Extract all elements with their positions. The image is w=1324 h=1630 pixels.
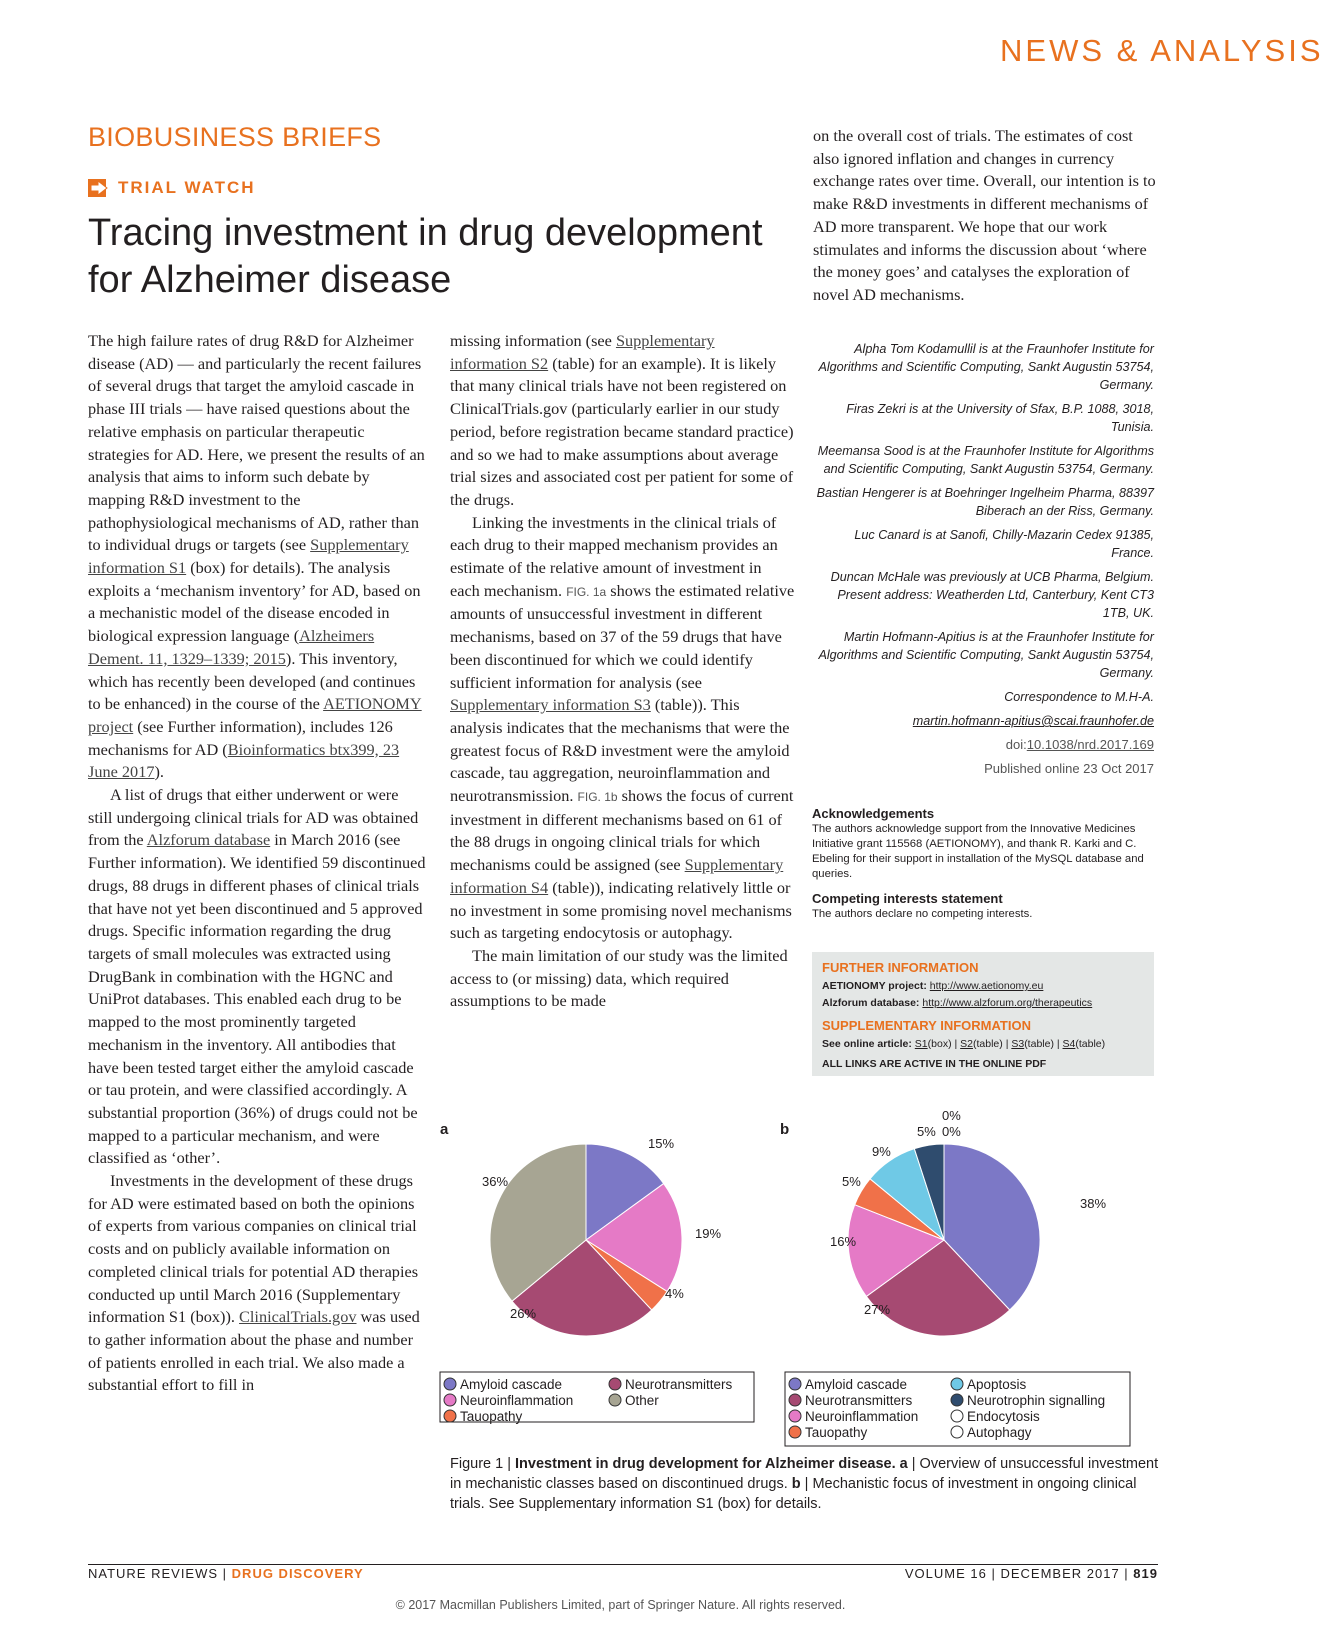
footer-journal [88,1566,364,1581]
slice-label: 38% [1080,1196,1107,1211]
footer-issue [800,1566,1158,1581]
affiliation-list [812,340,1154,682]
further-information-title: FURTHER INFORMATION [822,960,979,975]
trial-watch-text: TRIAL WATCH [118,178,256,197]
caption-b-label: b [791,1476,801,1492]
legend-label: Amyloid cascade [460,1377,563,1392]
acknowledgements-title: Acknowledgements [812,806,935,821]
paragraph [450,330,795,512]
s3-type: (table) [1024,1038,1054,1050]
affiliation: Luc Canard is at Sanofi, Chilly-Mazarin Cedex 91385, France. [854,528,1154,560]
figure-reference: FIG. 1b [577,790,618,805]
legend-label: Amyloid cascade [805,1377,908,1392]
alzforum-link[interactable]: http://www.alzforum.org/therapeutics [922,997,1093,1009]
body-text: ). [154,762,164,782]
footer-page-number: 819 [1133,1566,1158,1581]
sep-3: | [1056,1038,1060,1050]
body-text: (table) for an example). It is likely that many clinical trials have not been registered on ClinicalTrials.gov (particularly earlier in our study period, before registration became standard practice) and so we had to make assumptions about average trial sizes and associated cost per patient for some of the drugs. [450,353,794,509]
body-text: shows the focus of current investment in different mechanisms based on 61 of the 88 drugs in ongoing clinical trials for which mechanisms could be assigned (see [450,786,794,875]
legend-swatch [444,1410,456,1422]
competing-text: The authors declare no competing interests. [812,908,1033,920]
body-text: (table)), indicating relatively little or no investment in some promising novel mechanisms such as targeting endocytosis or autophagy. [450,877,792,943]
affiliation: Meemansa Sood is at the Fraunhofer Institute for Algorithms and Scientific Computing, Sankt Augustin 53754, Germany. [817,444,1154,476]
alzforum-label: Alzforum database: [822,997,920,1009]
legend-swatch [444,1394,456,1406]
body-text: was used to gather information about the phase and number of patients enrolled in each trial. We also made a substantial effort to fill in [88,1307,420,1395]
arrow-box-icon [88,179,110,197]
legend-swatch [951,1410,963,1422]
email-link[interactable]: martin.hofmann-apitius@scai.fraunhofer.de [912,714,1154,728]
doi-line [812,736,1154,754]
reference-link[interactable]: Bioinformatics btx399, 23 June 2017 [88,739,400,782]
paragraph [88,1170,426,1397]
links-active-text: ALL LINKS ARE ACTIVE IN THE ONLINE PDF [822,1058,1047,1070]
legend-label: Endocytosis [967,1409,1040,1424]
slice-label: 0% [942,1108,961,1123]
aetionomy-label: AETIONOMY project: [822,980,927,992]
footer-journal-sub: DRUG DISCOVERY [231,1566,364,1581]
body-text: in March 2016 (see Further information). We identified 59 discontinued drugs, 88 drugs in different phases of clinical trials that have not yet been discontinued and 5 approved drugs. Specific information regarding the drug targets of small molecules was extracted using DrugBank in combination with the HGNC and UniProt databases. This enabled each drug to be mapped to the most prominently targeted mechanism in the inventory. All antibodies that have been tested target either the amyloid cascade or tau protein, and were classified accordingly. A substantial proportion (36%) of drugs could not be mapped to a particular mechanism, and were classified as ‘other’. [88,830,426,1168]
legend-label: Autophagy [967,1425,1032,1440]
legend-swatch [789,1394,801,1406]
supplementary-title: SUPPLEMENTARY INFORMATION [822,1018,1031,1033]
body-text: ). This inventory, which has recently been developed (and continues to be enhanced) in the course of the [88,648,416,714]
body-text: (table)). This analysis indicates that the mechanisms that were the greatest focus of R&D investment were the amyloid cascade, tau aggregation, neuroinflammation and neurotransmission. [450,695,790,806]
figure-caption [450,1454,1160,1514]
alzforum-row [822,995,1144,1012]
correspondence: Correspondence to M.H-A. [1004,690,1154,704]
s1-link[interactable]: S1 [914,1038,928,1050]
legend-swatch [951,1394,963,1406]
body-text: The high failure rates of drug R&D for Alzheimer disease (AD) — and particularly the recent failures of several drugs that target the amyloid cascade in phase III trials — have raised questions about the relative emphasis on particular therapeutic strategies for AD. Here, we present the results of an analysis that aims to inform such debate by mapping R&D investment to the pathophysiological mechanisms of AD, rather than to individual drugs or targets (see [88,331,425,555]
legend-label: Tauopathy [460,1409,523,1424]
legend-label: Neurotransmitters [625,1377,733,1392]
caption-fig-label: Figure 1 | [450,1456,511,1472]
body-column-2 [450,330,795,1013]
slice-label: 26% [510,1306,537,1321]
legend-label: Tauopathy [805,1425,868,1440]
paragraph [450,945,795,1013]
s2-type: (table) [973,1038,1003,1050]
copyright: © 2017 Macmillan Publishers Limited, part of Springer Nature. All rights reserved. [395,1598,846,1612]
acknowledgements-block [812,806,1157,931]
s4-type: (table) [1075,1038,1106,1050]
slice-label: 9% [872,1144,891,1159]
section-heading: NEWS & ANALYSIS [1000,33,1324,68]
slice-label: 4% [665,1286,684,1301]
doi-label: doi: [1005,737,1027,752]
s1-type: (box) [927,1038,952,1050]
supplementary-row [822,1036,1144,1053]
affiliation: Alpha Tom Kodamullil is at the Fraunhofer Institute for Algorithms and Scientific Computing, Sankt Augustin 53754, Germany. [818,342,1154,392]
body-text: A list of drugs that either underwent or were still undergoing clinical trials for AD was obtained from the [88,785,419,850]
legend-label: Neurotrophin signalling [967,1393,1106,1408]
affiliation: Bastian Hengerer is at Boehringer Ingelheim Pharma, 88397 Biberach an der Riss, Germany. [816,486,1154,518]
body-text: missing information (see [450,331,616,350]
caption-b-text: | Mechanistic focus of investment in ongoing clinical trials. See Supplementary information S1 (box) for details. [450,1476,1137,1512]
legend-swatch [444,1378,456,1390]
aetionomy-link[interactable]: http://www.aetionomy.eu [929,980,1044,992]
acknowledgements-text: The authors acknowledge support from the Innovative Medicines Initiative grant 115568 (AETIONOMY), and thank R. Karki and C. Ebeling for their support in installation of the MySQL database and queries. [812,823,1144,880]
body-text: (see Further information), includes 126 mechanisms for AD ( [88,716,393,759]
caption-title: Investment in drug development for Alzheimer disease. [515,1456,896,1472]
legend-label: Neuroinflammation [460,1393,574,1408]
see-online-label: See online article: [822,1038,912,1050]
reference-link[interactable]: ClinicalTrials.gov [239,1307,357,1327]
aetionomy-row [822,978,1144,995]
legend-swatch [789,1378,801,1390]
legend-swatch [951,1426,963,1438]
body-text: The main limitation of our study was the limited access to (or missing) data, which required assumptions to be made [450,945,788,1011]
affiliation: Martin Hofmann-Apitius is at the Fraunhofer Institute for Algorithms and Scientific Computing, Sankt Augustin 53754, Germany. [818,630,1154,680]
legend-label: Neurotransmitters [805,1393,913,1408]
sep-2: | [1005,1038,1009,1050]
paragraph [88,330,426,784]
panel-label-a: a [440,1121,449,1138]
panel-label-b: b [780,1121,790,1138]
body-text: on the overall cost of trials. The estimates of cost also ignored inflation and changes in currency exchange rates over time. Overall, our intention is to make R&D investments in different mechanisms of AD more transparent. We hope that our work stimulates and informs the discussion about ‘where the money goes’ and catalyses the exploration of novel AD mechanisms. [813,126,1156,304]
legend-label: Other [625,1393,659,1408]
footer-issue-text: VOLUME 16 | DECEMBER 2017 | [904,1566,1129,1581]
body-column-1 [88,330,426,1397]
published-date: Published online 23 Oct 2017 [984,761,1154,776]
slice-label: 27% [864,1302,891,1317]
slice-label: 19% [695,1226,722,1241]
body-text: shows the estimated relative amounts of unsuccessful investment in different mechanisms, based on 37 of the 59 drugs that have been discontinued for which we could identify sufficient information for analysis (see [450,580,795,692]
pie-chart-b [780,1108,1130,1446]
slice-label: 15% [648,1136,675,1151]
s4-link[interactable]: S4 [1062,1038,1076,1050]
doi-link[interactable]: 10.1038/nrd.2017.169 [1026,737,1154,752]
body-text: Linking the investments in the clinical trials of each drug to their mapped mechanism provides an estimate of the relative amount of investment in each mechanism. [450,512,778,600]
affiliations [812,340,1154,784]
legend-label: Apoptosis [967,1377,1027,1392]
paragraph [813,125,1158,307]
reference-link[interactable]: Supplementary information S4 [450,855,784,897]
figure-1 [440,1108,1160,1444]
legend-swatch [609,1394,621,1406]
slice-label: 0% [942,1124,961,1139]
reference-link[interactable]: AETIONOMY project [88,694,422,736]
article-title: Tracing investment in drug development for Alzheimer disease [88,212,763,301]
s2-link[interactable]: S2 [960,1038,973,1050]
body-text: Investments in the development of these drugs for AD were estimated based on both the opinions of experts from various companies on clinical trial costs and on publicly available information on completed clinical trials for potential AD therapies conducted up until March 2016 (Supplementary information S1 (box)). [88,1171,419,1327]
reference-link[interactable]: Supplementary information S1 [88,535,409,578]
footer-journal-name: NATURE REVIEWS | [88,1566,228,1581]
footer-rule [88,1564,1158,1565]
slice-label: 36% [482,1174,509,1189]
body-column-3 [813,125,1158,307]
slice-label: 16% [830,1234,857,1249]
slice-label: 5% [917,1124,936,1139]
figure-reference: FIG. 1a [566,584,607,599]
competing-title: Competing interests statement [812,891,1003,906]
links-active-note [822,1056,1144,1073]
paragraph [450,512,795,945]
legend-swatch [789,1410,801,1422]
affiliation: Firas Zekri is at the University of Sfax, B.P. 1088, 3018, Tunisia. [846,402,1154,434]
sep-1: | [954,1038,958,1050]
s3-link[interactable]: S3 [1011,1038,1025,1050]
reference-link[interactable]: Alzheimers Dement. 11, 1329–1339; 2015 [88,626,375,668]
legend-swatch [609,1378,621,1390]
legend-label: Neuroinflammation [805,1409,919,1424]
affiliation: Duncan McHale was previously at UCB Pharma, Belgium. Present address: Weatherden Ltd, Canterbury, Kent CT3 1TB, UK. [830,570,1154,620]
pie-chart-a [440,1121,754,1424]
body-text: (box) for details). The analysis exploits a ‘mechanism inventory’ for AD, based on a mechanistic model of the disease encoded in biological expression language ( [88,558,421,646]
caption-a-text: | Overview of unsuccessful investment in mechanistic classes based on discontinued drugs. [450,1456,1159,1492]
further-information-box [812,952,1154,1076]
trial-watch-label [88,178,256,198]
reference-link[interactable]: Supplementary information S3 [450,695,651,715]
slice-label: 5% [842,1174,861,1189]
reference-link[interactable]: Alzforum database [146,830,271,850]
brief-heading: BIOBUSINESS BRIEFS [88,122,382,152]
legend-swatch [951,1378,963,1390]
caption-a-label: a [899,1456,908,1472]
legend-swatch [789,1426,801,1438]
paragraph [88,784,426,1170]
reference-link[interactable]: Supplementary information S2 [450,331,715,373]
